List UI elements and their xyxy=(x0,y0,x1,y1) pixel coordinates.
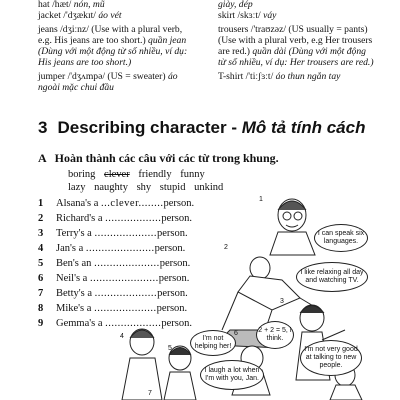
figure-number: 2 xyxy=(224,244,228,251)
sentence-row: 8 Mike's a ....................person. xyxy=(38,303,188,314)
answer-blank[interactable]: .................... xyxy=(94,288,158,299)
speech-bubble-3: 2 + 2 = 5, I think. xyxy=(256,321,294,349)
word-struck: clever xyxy=(104,169,130,180)
answer-blank[interactable]: ...................... xyxy=(89,273,159,284)
speech-bubble-6: I'm not very good at talking to new people. xyxy=(300,340,362,376)
speech-bubble-2: I like relaxing all day and watching TV. xyxy=(296,262,368,292)
vocab-line: (Use with a plural verb, e.g Her trousers xyxy=(218,35,373,46)
sentence-row: 6 Neil's a ......................person. xyxy=(38,273,190,284)
vocab-line: are red.) quần dài (Dùng với một động xyxy=(218,46,366,57)
vocab-line: (Dùng với một động từ số nhiều, ví dụ: xyxy=(38,46,188,57)
figure-number: 1 xyxy=(259,196,263,203)
answer-blank[interactable]: .................. xyxy=(105,318,162,329)
section-title: Describing character - xyxy=(57,118,242,137)
vocab-line: skirt /skɜːt/ váy xyxy=(218,10,277,21)
vocab-line: trousers /'traʊzəz/ (US usually = pants) xyxy=(218,24,368,35)
speech-bubble-4: I'm not helping her! xyxy=(190,330,236,356)
speech-bubble-1: I can speak six languages. xyxy=(314,224,368,252)
word: funny xyxy=(180,169,205,180)
answer-blank[interactable]: .................... xyxy=(94,228,157,239)
sentence-row: 1 Alsana's a ...clever........person. xyxy=(38,198,195,209)
vocab-line: His jeans are too short.) xyxy=(38,57,132,68)
figure-number: 6 xyxy=(234,330,238,337)
answer-blank[interactable]: .................. xyxy=(105,213,162,224)
vocab-right-column xyxy=(218,0,398,82)
figure-1-woman xyxy=(270,199,315,255)
word: boring xyxy=(68,169,96,180)
word: shy xyxy=(136,182,152,193)
sentence-row: 5 Ben's an .....................person. xyxy=(38,258,191,269)
vocab-line: hat /hæt/ nón, mũ xyxy=(38,0,105,10)
figure-5-girl xyxy=(164,346,196,400)
answer-blank[interactable]: .................... xyxy=(94,303,157,314)
figure-number: 5 xyxy=(168,345,172,352)
figure-4-woman xyxy=(122,329,162,400)
vocab-line: ngoài mặc chui đầu xyxy=(38,82,114,93)
vocab-left-column xyxy=(38,0,208,93)
section-number: 3 xyxy=(38,118,48,137)
answer-blank[interactable]: ...................... xyxy=(85,243,155,254)
word: stupid xyxy=(159,182,186,193)
answer-blank[interactable]: ..................... xyxy=(94,258,160,269)
sentence-row: 4 Jan's a ......................person. xyxy=(38,243,186,254)
section-title-vi: Mô tả tính cách xyxy=(241,118,366,137)
sentence-row: 9 Gemma's a ..................person. xyxy=(38,318,193,329)
vocab-line: e.g. His jeans are too short.) quần jean xyxy=(38,35,187,46)
figure-number: 3 xyxy=(280,298,284,305)
exercise-instruction xyxy=(38,151,279,166)
vocab-line: jumper /'dʒʌmpə/ (US = sweater) áo xyxy=(38,71,178,82)
exercise-label: A xyxy=(38,151,47,165)
vocab-line: T-shirt /'tiːʃɜːt/ áo thun ngắn tay xyxy=(218,71,341,82)
figure-number: 7 xyxy=(148,390,152,397)
word: unkind xyxy=(194,182,224,193)
word: naughty xyxy=(94,182,128,193)
word: friendly xyxy=(138,169,172,180)
exercise-text: Hoàn thành các câu với các từ trong khung. xyxy=(54,151,279,165)
word: lazy xyxy=(68,182,86,193)
vocab-line: jacket /'dʒækɪt/ áo vét xyxy=(38,10,122,21)
sentence-row: 7 Betty's a ....................person. xyxy=(38,288,188,299)
sentence-row: 2 Richard's a ..................person. xyxy=(38,213,193,224)
sentence-row: 3 Terry's a ....................person. xyxy=(38,228,188,239)
answer-blank[interactable]: ...clever........ xyxy=(101,198,164,209)
speech-bubble-5: I laugh a lot when I'm with you, Jan. xyxy=(200,360,264,390)
vocab-line: từ số nhiều, ví dụ: Her trousers are red.) xyxy=(218,57,374,68)
section-heading xyxy=(38,118,365,138)
figure-number: 4 xyxy=(120,333,124,340)
vocab-line: jeans /dʒiːnz/ (Use with a plural verb, xyxy=(38,24,183,35)
vocab-line: giày, dép xyxy=(218,0,253,10)
